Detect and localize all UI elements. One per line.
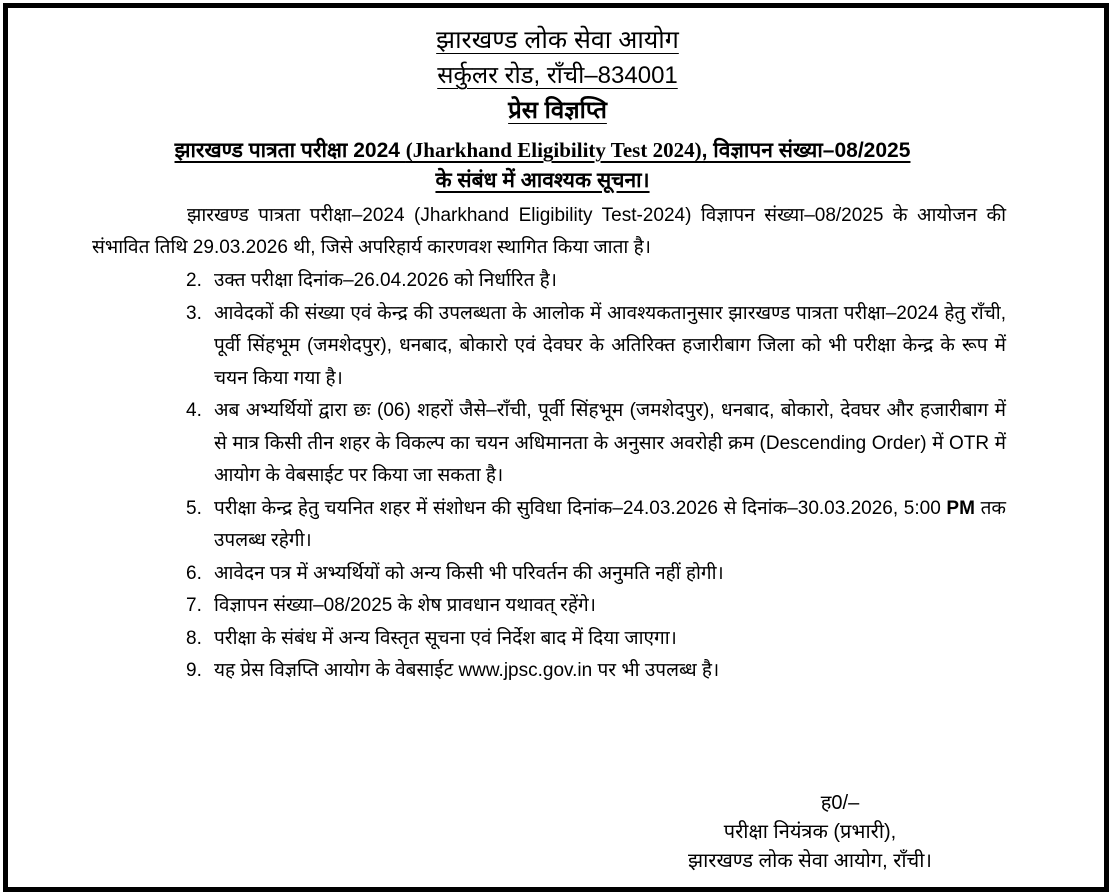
signature-mark: ह0/– [820,792,860,814]
item-text: आवेदन पत्र में अभ्यर्थियों को अन्य किसी भी परिवर्तन की अनुमति नहीं होगी। [214,562,724,584]
subject-line-2: के संबंध में आवश्यक सूचना। [435,169,650,192]
subject-english: (Jharkhand Eligibility Test 2024) [405,138,702,162]
points-list [186,265,1006,688]
item-number: 4. [186,400,202,421]
item-text: आवेदकों की संख्या एवं केन्द्र की उपलब्धता के आलोक में आवश्यकतानुसार झारखण्ड पात्रता परीक्षा–2024 हेतु राँची, पूर्वी सिंहभूम (जमशेदपुर), धनबाद, बोकारो एवं देवघर के अतिरिक्त हजारीबाग जिला को भी परीक्षा केन्द्र के रूप में चयन किया गया है। [214,302,1006,389]
document-type-heading [0,93,1115,126]
subject-part1: झारखण्ड पात्रता परीक्षा 2024 [174,139,406,162]
signatory-designation: परीक्षा नियंत्रक (प्रभारी), [723,821,897,843]
address-text: सर्कुलर रोड, राँची–834001 [437,62,678,89]
list-item [186,493,1006,558]
list-item [186,590,1006,623]
item-text [214,493,1006,558]
document-type-text: प्रेस विज्ञप्ति [508,97,607,124]
item-text: उक्त परीक्षा दिनांक–26.04.2026 को निर्धारित है। [214,270,557,291]
list-item [186,623,1006,656]
subject-line-1 [175,139,911,162]
item-text-bold: PM [946,497,975,519]
list-item [186,265,1006,298]
item-text: अब अभ्यर्थियों द्वारा छः (06) शहरों जैसे–राँची, पूर्वी सिंहभूम (जमशेदपुर), धनबाद, बोकारो, देवघर और हजारीबाग में से मात्र किसी तीन शहर के विकल्प का चयन अधिमानता के अनुसार अवरोही क्रम (Descending Order) में OTR में आयोग के वेबसाईट पर किया जा सकता है। [214,400,1006,486]
item-text: परीक्षा के संबंध में अन्य विस्तृत सूचना एवं निर्देश बाद में दिया जाएगा। [214,627,677,649]
intro-paragraph: झारखण्ड पात्रता परीक्षा–2024 (Jharkhand Eligibility Test-2024) विज्ञापन संख्या–08/2025 के आयोजन की संभावित तिथि 29.03.2026 थी, जिसे अपरिहार्य कारणवश स्थागित किया जाता है। [92,205,1006,258]
organization-title [0,22,1115,56]
item-text: विज्ञापन संख्या–08/2025 के शेष प्रावधान यथावत् रहेंगे। [214,595,596,616]
subject-part2: , विज्ञापन संख्या–08/2025 [701,139,911,162]
item-text-before: यह प्रेस विज्ञप्ति आयोग के वेबसाईट [214,660,459,681]
item-number: 3. [186,302,202,324]
item-text-after: पर भी उपलब्ध है। [592,660,720,681]
item-number: 6. [186,562,202,584]
list-item [186,298,1006,396]
item-number: 2. [186,270,202,291]
list-item [186,558,1006,591]
address-line [0,58,1115,91]
item-number: 8. [186,627,202,649]
organization-text: झारखण्ड लोक सेवा आयोग [436,26,679,54]
item-number: 5. [186,497,202,519]
item-number: 9. [186,660,202,681]
list-item [186,655,1006,688]
signatory-organization: झारखण्ड लोक सेवा आयोग, राँची। [687,850,933,872]
item-text-before: परीक्षा केन्द्र हेतु चयनित शहर में संशोधन की सुविधा दिनांक–24.03.2026 से दिनांक–30.03.2026, 5:00 [214,497,947,519]
list-item [186,395,1006,493]
item-number: 7. [186,595,202,616]
item-text [214,655,1006,688]
item-text-after: तक उपलब्ध रहेगी। [214,497,1006,551]
subject-heading [85,135,1000,196]
website-link[interactable]: www.jpsc.gov.in [458,660,593,681]
